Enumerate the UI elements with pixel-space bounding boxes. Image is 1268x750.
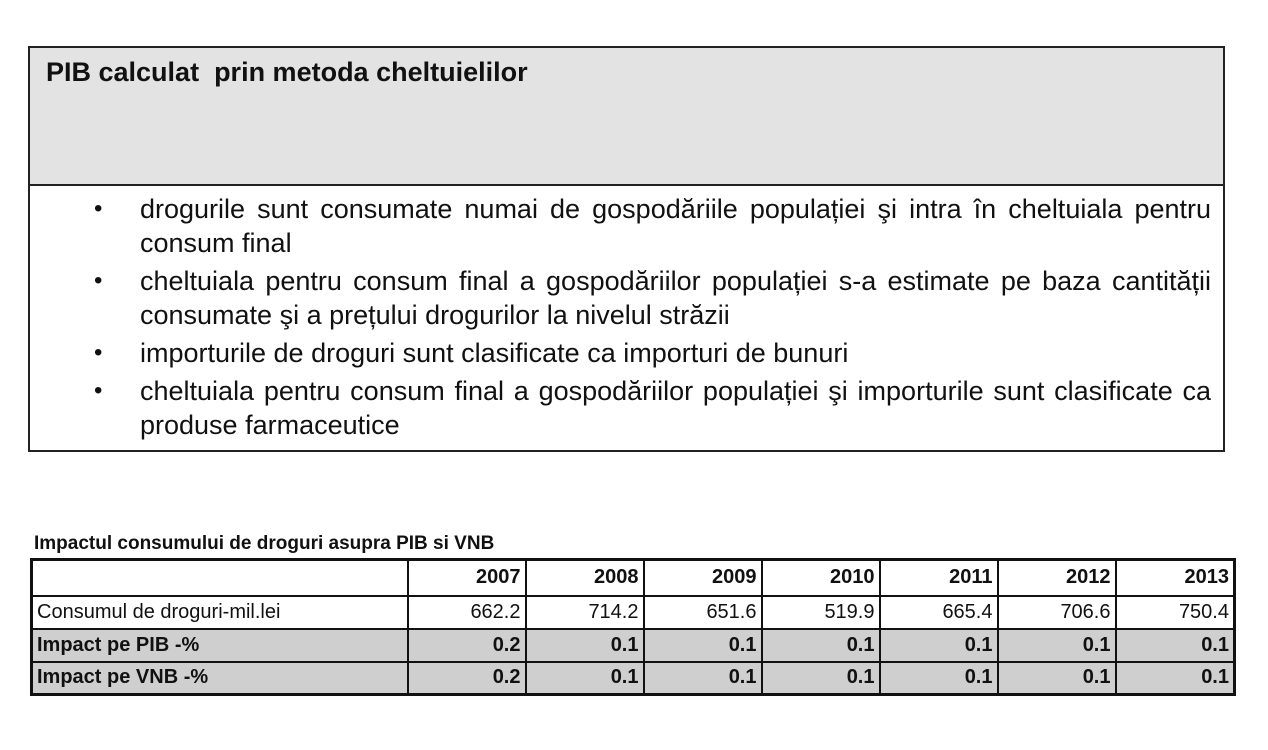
table-cell: 0.1 <box>880 629 998 662</box>
table-cell: 0.1 <box>1116 629 1235 662</box>
table-cell: 651.6 <box>644 596 762 629</box>
table-cell: 0.1 <box>762 662 880 695</box>
bullet-text: cheltuiala pentru consum final a gospodăriilor populației şi importurile sunt clasificate ca produse farmaceutice <box>140 376 1211 440</box>
bullet-item <box>30 192 1211 260</box>
table-cell: 0.1 <box>1116 662 1235 695</box>
table-header-row <box>32 560 1235 596</box>
year-header: 2013 <box>1116 560 1235 596</box>
table-cell: 0.2 <box>408 662 526 695</box>
table-cell: 0.2 <box>408 629 526 662</box>
table-cell: 706.6 <box>998 596 1116 629</box>
table-cell: 714.2 <box>526 596 644 629</box>
year-header: 2007 <box>408 560 526 596</box>
year-header: 2008 <box>526 560 644 596</box>
table-cell: 665.4 <box>880 596 998 629</box>
table-caption: Impactul consumului de droguri asupra PIB si VNB <box>34 533 495 554</box>
table-row <box>32 596 1235 629</box>
table-cell: 519.9 <box>762 596 880 629</box>
bullet-icon: • <box>94 267 103 294</box>
bullet-item <box>30 336 1211 370</box>
table-cell: 662.2 <box>408 596 526 629</box>
row-label: Impact pe PIB -% <box>32 629 408 662</box>
table-cell: 0.1 <box>644 662 762 695</box>
year-header: 2011 <box>880 560 998 596</box>
row-label: Impact pe VNB -% <box>32 662 408 695</box>
table-cell: 0.1 <box>644 629 762 662</box>
info-box-header <box>30 48 1223 186</box>
table-cell: 0.1 <box>526 629 644 662</box>
table-cell: 750.4 <box>1116 596 1235 629</box>
row-label: Consumul de droguri-mil.lei <box>32 596 408 629</box>
bullet-item <box>30 264 1211 332</box>
bullet-item <box>30 374 1211 442</box>
bullet-text: drogurile sunt consumate numai de gospodăriile populației şi intra în cheltuiala pentru consum final <box>140 194 1211 258</box>
impact-table <box>30 558 1236 696</box>
bullet-text: importurile de droguri sunt clasificate ca importuri de bunuri <box>140 338 849 368</box>
table-row <box>32 629 1235 662</box>
table-row <box>32 662 1235 695</box>
table-cell: 0.1 <box>998 662 1116 695</box>
table-cell: 0.1 <box>880 662 998 695</box>
year-header: 2010 <box>762 560 880 596</box>
table-cell: 0.1 <box>526 662 644 695</box>
year-header: 2009 <box>644 560 762 596</box>
table-corner-cell <box>32 560 408 596</box>
info-box <box>28 46 1225 452</box>
bullet-icon: • <box>94 377 103 404</box>
bullet-text: cheltuiala pentru consum final a gospodăriilor populației s-a estimate pe baza cantității consumate şi a prețului drogurilor la nivelul străzii <box>140 266 1211 330</box>
year-header: 2012 <box>998 560 1116 596</box>
table-cell: 0.1 <box>998 629 1116 662</box>
table-cell: 0.1 <box>762 629 880 662</box>
bullet-list <box>30 186 1223 442</box>
bullet-icon: • <box>94 195 103 222</box>
bullet-icon: • <box>94 339 103 366</box>
info-box-title: PIB calculat prin metoda cheltuielilor <box>46 57 528 87</box>
